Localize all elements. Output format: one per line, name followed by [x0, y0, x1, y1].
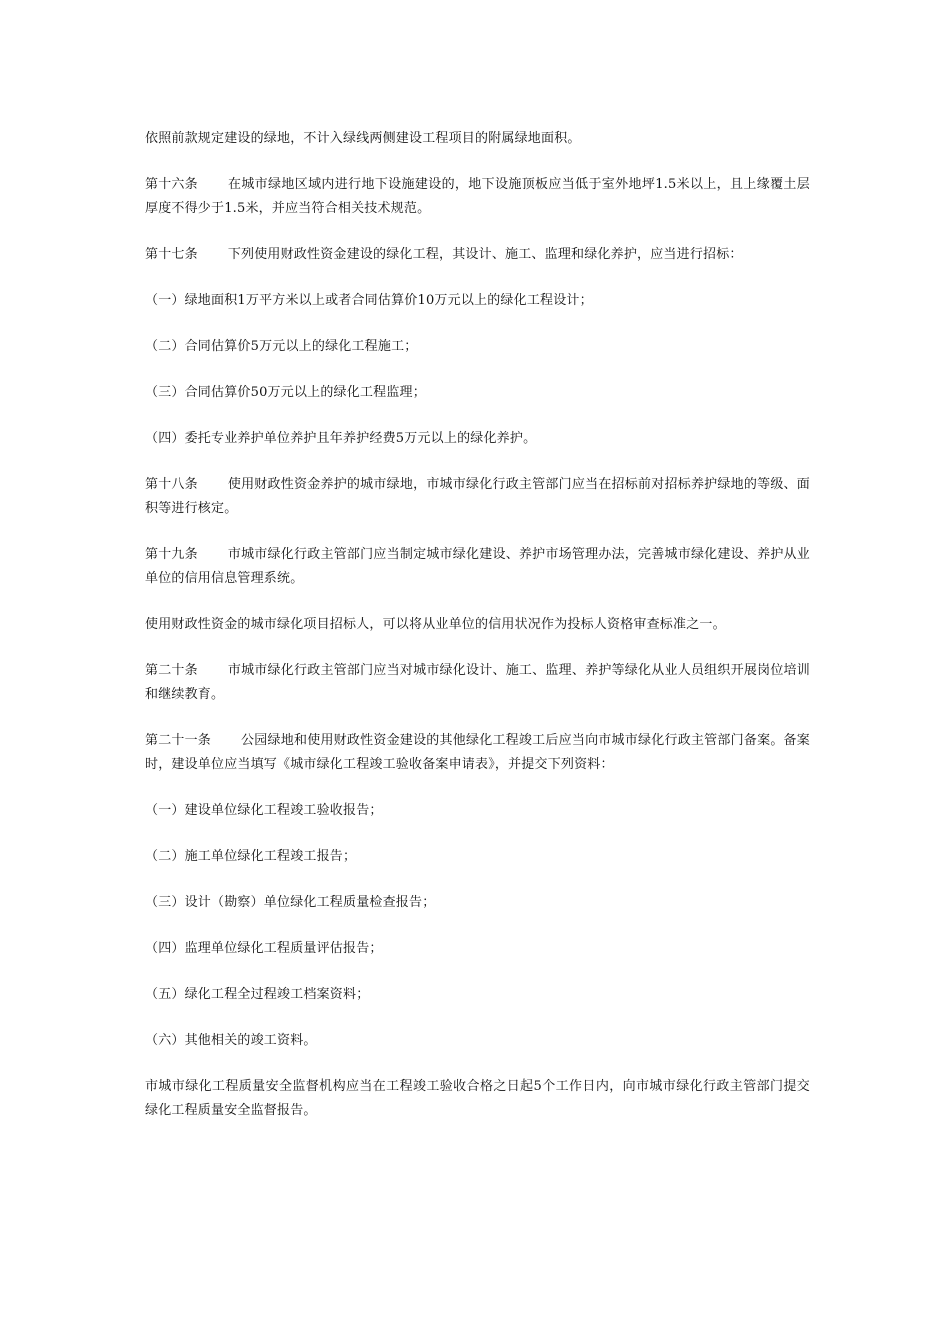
paragraph-article-18: [145, 473, 810, 521]
article-number: 第二十条: [145, 663, 198, 678]
paragraph-article-17: [145, 243, 810, 267]
list-item: （一）绿地面积1万平方米以上或者合同估算价10万元以上的绿化工程设计；: [145, 293, 593, 308]
list-item: （四）委托专业养护单位养护且年养护经费5万元以上的绿化养护。: [145, 431, 537, 446]
paragraph: 依照前款规定建设的绿地，不计入绿线两侧建设工程项目的附属绿地面积。: [145, 131, 581, 146]
paragraph-article-21: [145, 729, 810, 777]
list-item: （三）设计（勘察）单位绿化工程质量检查报告；: [145, 895, 436, 910]
list-item: （二）合同估算价5万元以上的绿化工程施工；: [145, 339, 418, 354]
paragraph: 使用财政性资金的城市绿化项目招标人，可以将从业单位的信用状况作为投标人资格审查标准之一。: [145, 617, 726, 632]
list-item: （六）其他相关的竣工资料。: [145, 1033, 317, 1048]
article-number: 第十八条: [145, 477, 198, 492]
list-item: （二）施工单位绿化工程竣工报告；: [145, 849, 357, 864]
article-text: 使用财政性资金养护的城市绿地，市城市绿化行政主管部门应当在招标前对招标养护绿地的等级、面积等进行核定。: [145, 477, 810, 516]
article-number: 第十九条: [145, 547, 198, 562]
paragraph-article-16: [145, 173, 810, 221]
list-item: （四）监理单位绿化工程质量评估报告；: [145, 941, 383, 956]
article-number: 第十六条: [145, 177, 198, 192]
article-number: 第二十一条: [145, 733, 212, 748]
list-item: （三）合同估算价50万元以上的绿化工程监理；: [145, 385, 426, 400]
article-text: 市城市绿化行政主管部门应当制定城市绿化建设、养护市场管理办法，完善城市绿化建设、养护从业单位的信用信息管理系统。: [145, 547, 810, 586]
list-item: （五）绿化工程全过程竣工档案资料；: [145, 987, 370, 1002]
document-body: [145, 127, 810, 1145]
article-number: 第十七条: [145, 247, 198, 262]
list-item: （一）建设单位绿化工程竣工验收报告；: [145, 803, 383, 818]
paragraph-article-19: [145, 543, 810, 591]
article-text: 公园绿地和使用财政性资金建设的其他绿化工程竣工后应当向市城市绿化行政主管部门备案。备案时，建设单位应当填写《城市绿化工程竣工验收备案申请表》，并提交下列资料：: [145, 733, 810, 772]
article-text: 市城市绿化行政主管部门应当对城市绿化设计、施工、监理、养护等绿化从业人员组织开展岗位培训和继续教育。: [145, 663, 810, 702]
paragraph-article-20: [145, 659, 810, 707]
paragraph: 市城市绿化工程质量安全监督机构应当在工程竣工验收合格之日起5个工作日内，向市城市绿化行政主管部门提交绿化工程质量安全监督报告。: [145, 1079, 810, 1118]
article-text: 在城市绿地区域内进行地下设施建设的，地下设施顶板应当低于室外地坪1.5米以上，且上缘覆土层厚度不得少于1.5米，并应当符合相关技术规范。: [145, 177, 810, 216]
article-text: 下列使用财政性资金建设的绿化工程，其设计、施工、监理和绿化养护，应当进行招标：: [227, 247, 743, 262]
